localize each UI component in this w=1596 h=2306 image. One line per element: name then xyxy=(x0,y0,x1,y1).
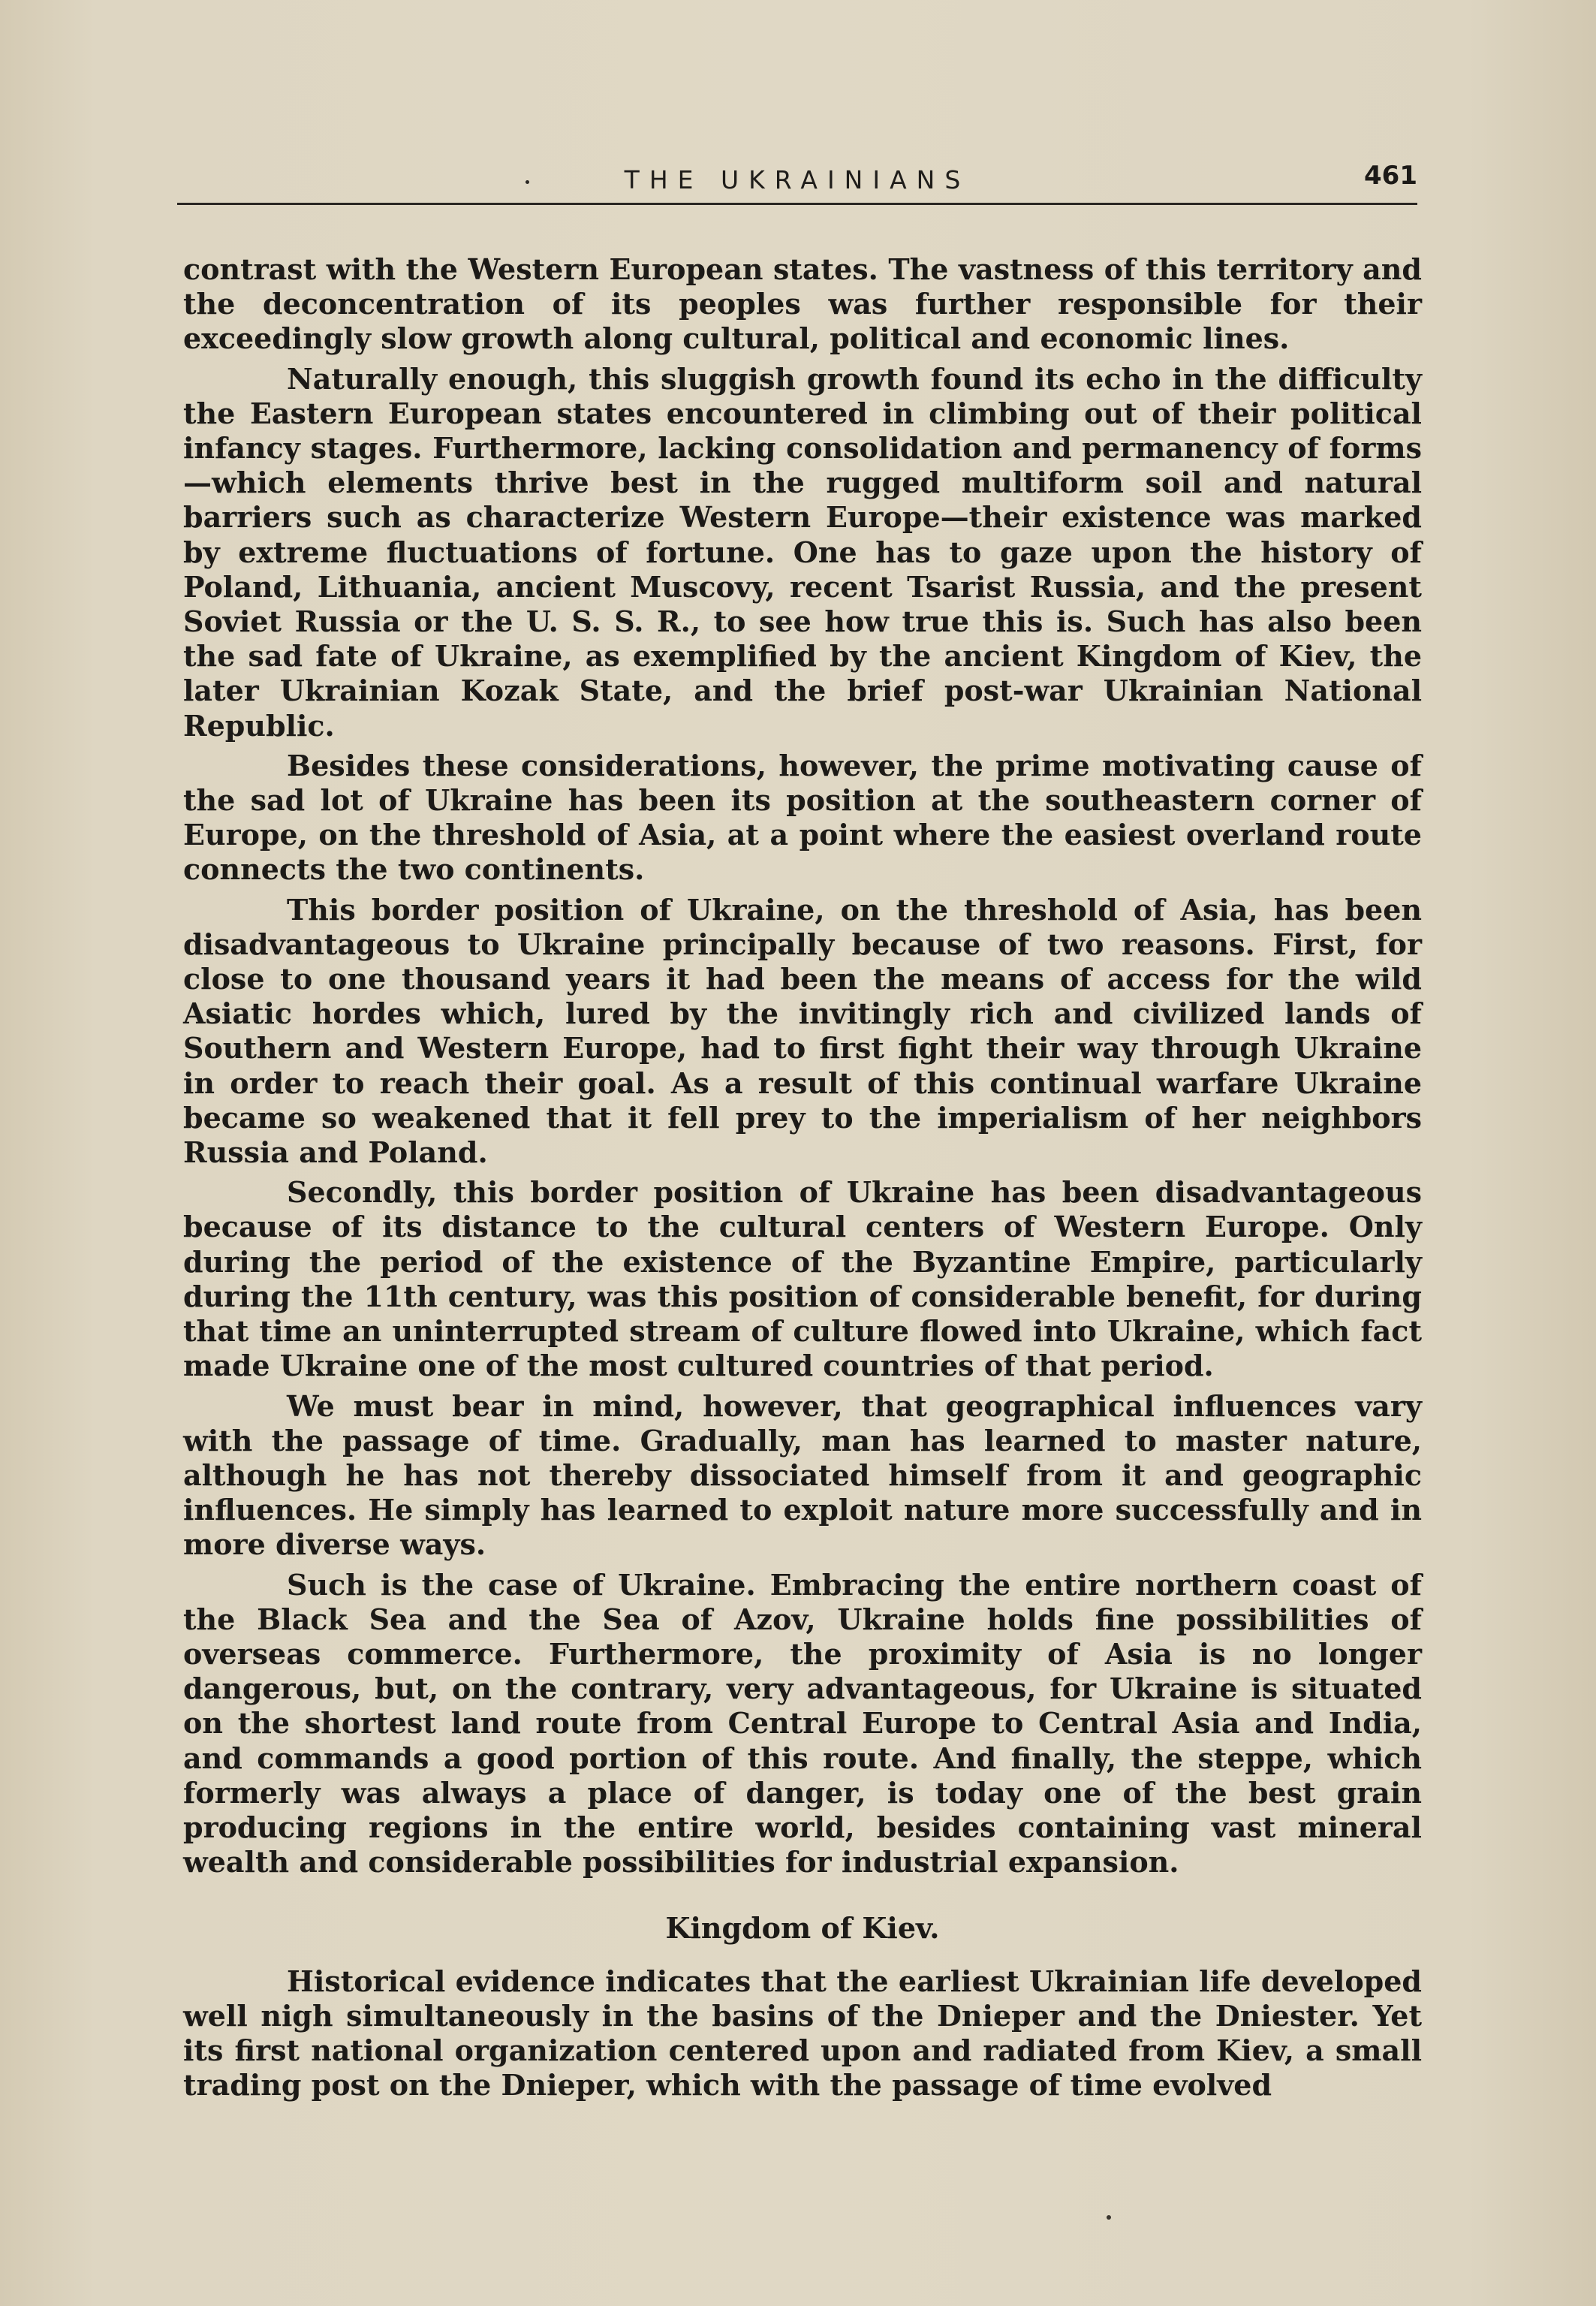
running-title: THE UKRAINIANS xyxy=(624,165,971,194)
paragraph-5: Secondly, this border position of Ukraine has been disadvantageous because of its distance to the cultural centers of Western Europe. Only during the period of the existence of the Byzantine Empire, particularly during the 11th century, was this position of considerable benefit, for during that time an uninterrupted stream of culture flowed into Ukraine, which fact made Ukraine one of the most cultured countries of that period. xyxy=(183,1175,1422,1383)
paragraph-3: Besides these considerations, however, the prime motivating cause of the sad lot of Ukraine has been its position at the southeastern corner of Europe, on the threshold of Asia, at a point where the easiest overland route connects the two continents. xyxy=(183,748,1422,887)
paragraph-4: This border position of Ukraine, on the threshold of Asia, has been disadvantageous to Ukraine principally because of two reasons. First, for close to one thousand years it had been the means of access for the wild Asiatic hordes which, lured by the invitingly rich and civilized lands of Southern and Western Europe, had to first fight their way through Ukraine in order to reach their goal. As a result of this continual warfare Ukraine became so weakened that it fell prey to the imperialism of her neighbors Russia and Poland. xyxy=(183,892,1422,1170)
section-heading: Kingdom of Kiev. xyxy=(665,1911,940,1946)
paragraph-6: We must bear in mind, however, that geographical influences vary with the passage of time. Gradually, man has learned to master nature, although he has not thereby dissociated himself from it and geographic influences. He simply has learned to exploit nature more successfully and in more diverse ways. xyxy=(183,1388,1422,1562)
page-number: 461 xyxy=(1364,161,1417,191)
paragraph-2: Naturally enough, this sluggish growth found its echo in the difficulty the Eastern European states encountered in climbing out of their political infancy stages. Furthermore, lacking consolidation and permanency of forms —which elements thrive best in the rugged multiform soil and natural barriers such as characterize Western Europe—their existence was marked by extreme fluctuations of fortune. One has to gaze upon the history of Poland, Lithuania, ancient Muscovy, recent Tsarist Russia, and the present Soviet Russia or the U. S. S. R., to see how true this is. Such has also been the sad fate of Ukraine, as exemplified by the ancient Kingdom of Kiev, the later Ukrainian Kozak State, and the brief post-war Ukrainian National Republic. xyxy=(183,361,1422,743)
header-rule xyxy=(177,203,1417,205)
running-head xyxy=(177,161,1417,200)
body-text xyxy=(183,252,1422,2108)
paragraph-7: Such is the case of Ukraine. Embracing the entire northern coast of the Black Sea and the Sea of Azov, Ukraine holds fine possibilities of overseas commerce. Furthermore, the proximity of Asia is no longer dangerous, but, on the contrary, very advantageous, for Ukraine is situated on the shortest land route from Central Europe to Central Asia and India, and commands a good portion of this route. And finally, the steppe, which formerly was always a place of danger, is today one of the best grain producing regions in the entire world, besides containing vast mineral wealth and considerable possibilities for industrial expansion. xyxy=(183,1567,1422,1879)
page-speck xyxy=(1107,2215,1111,2220)
paragraph-1: contrast with the Western European states. The vastness of this territory and the deconcentration of its peoples was further responsible for their exceedingly slow growth along cultural, political and economic lines. xyxy=(183,252,1422,356)
paragraph-8: Historical evidence indicates that the earliest Ukrainian life developed well nigh simultaneously in the basins of the Dnieper and the Dniester. Yet its first national organization centered upon and radiated from Kiev, a small trading post on the Dnieper, which with the passage of time evolved xyxy=(183,1964,1422,2103)
